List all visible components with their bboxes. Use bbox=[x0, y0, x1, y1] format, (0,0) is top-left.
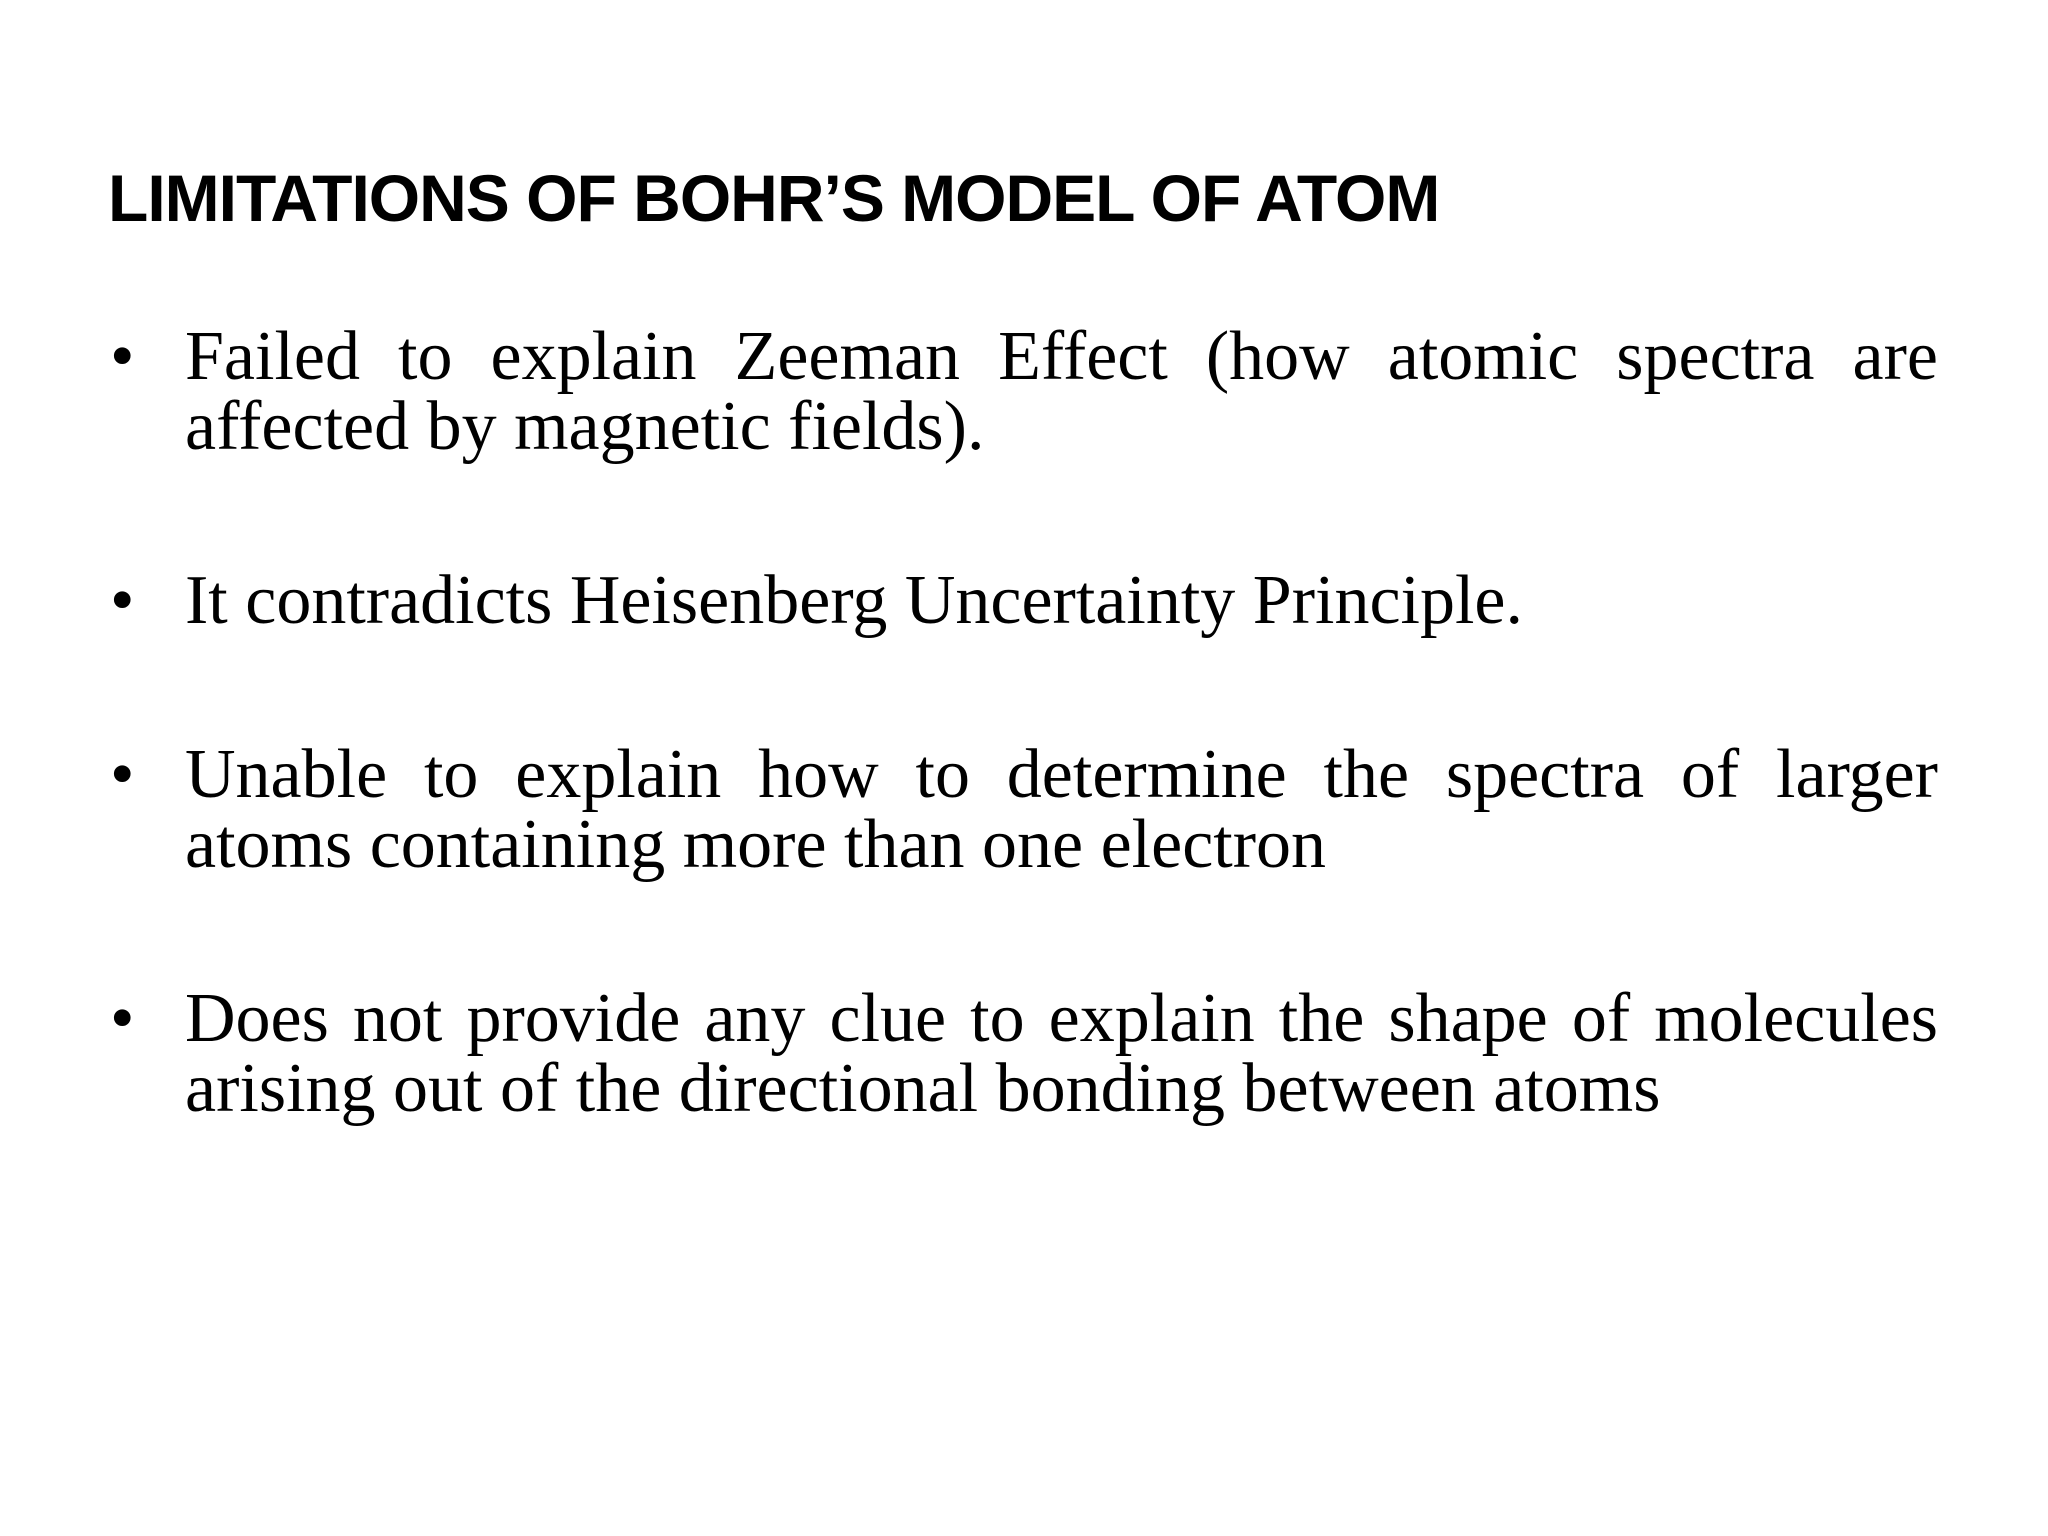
bullet-icon: • bbox=[110, 980, 135, 1057]
bullet-icon: • bbox=[110, 318, 135, 395]
bullet-text: Unable to explain how to determine the spectra of larger atoms containing more than one electron bbox=[185, 736, 1938, 883]
bullet-text: Failed to explain Zeeman Effect (how atomic spectra are affected by magnetic fields). bbox=[185, 318, 1938, 465]
list-item bbox=[108, 318, 1938, 465]
list-item bbox=[108, 980, 1938, 1127]
list-item bbox=[108, 736, 1938, 883]
bullet-list bbox=[108, 318, 1938, 1127]
bullet-text: Does not provide any clue to explain the shape of molecules arising out of the directional bonding between atoms bbox=[185, 980, 1938, 1127]
slide-title: LIMITATIONS OF BOHR’S MODEL OF ATOM bbox=[108, 161, 1440, 235]
bullet-icon: • bbox=[110, 562, 135, 639]
bullet-text: It contradicts Heisenberg Uncertainty Principle. bbox=[185, 562, 1523, 639]
bullet-icon: • bbox=[110, 736, 135, 813]
list-item bbox=[108, 562, 1938, 639]
